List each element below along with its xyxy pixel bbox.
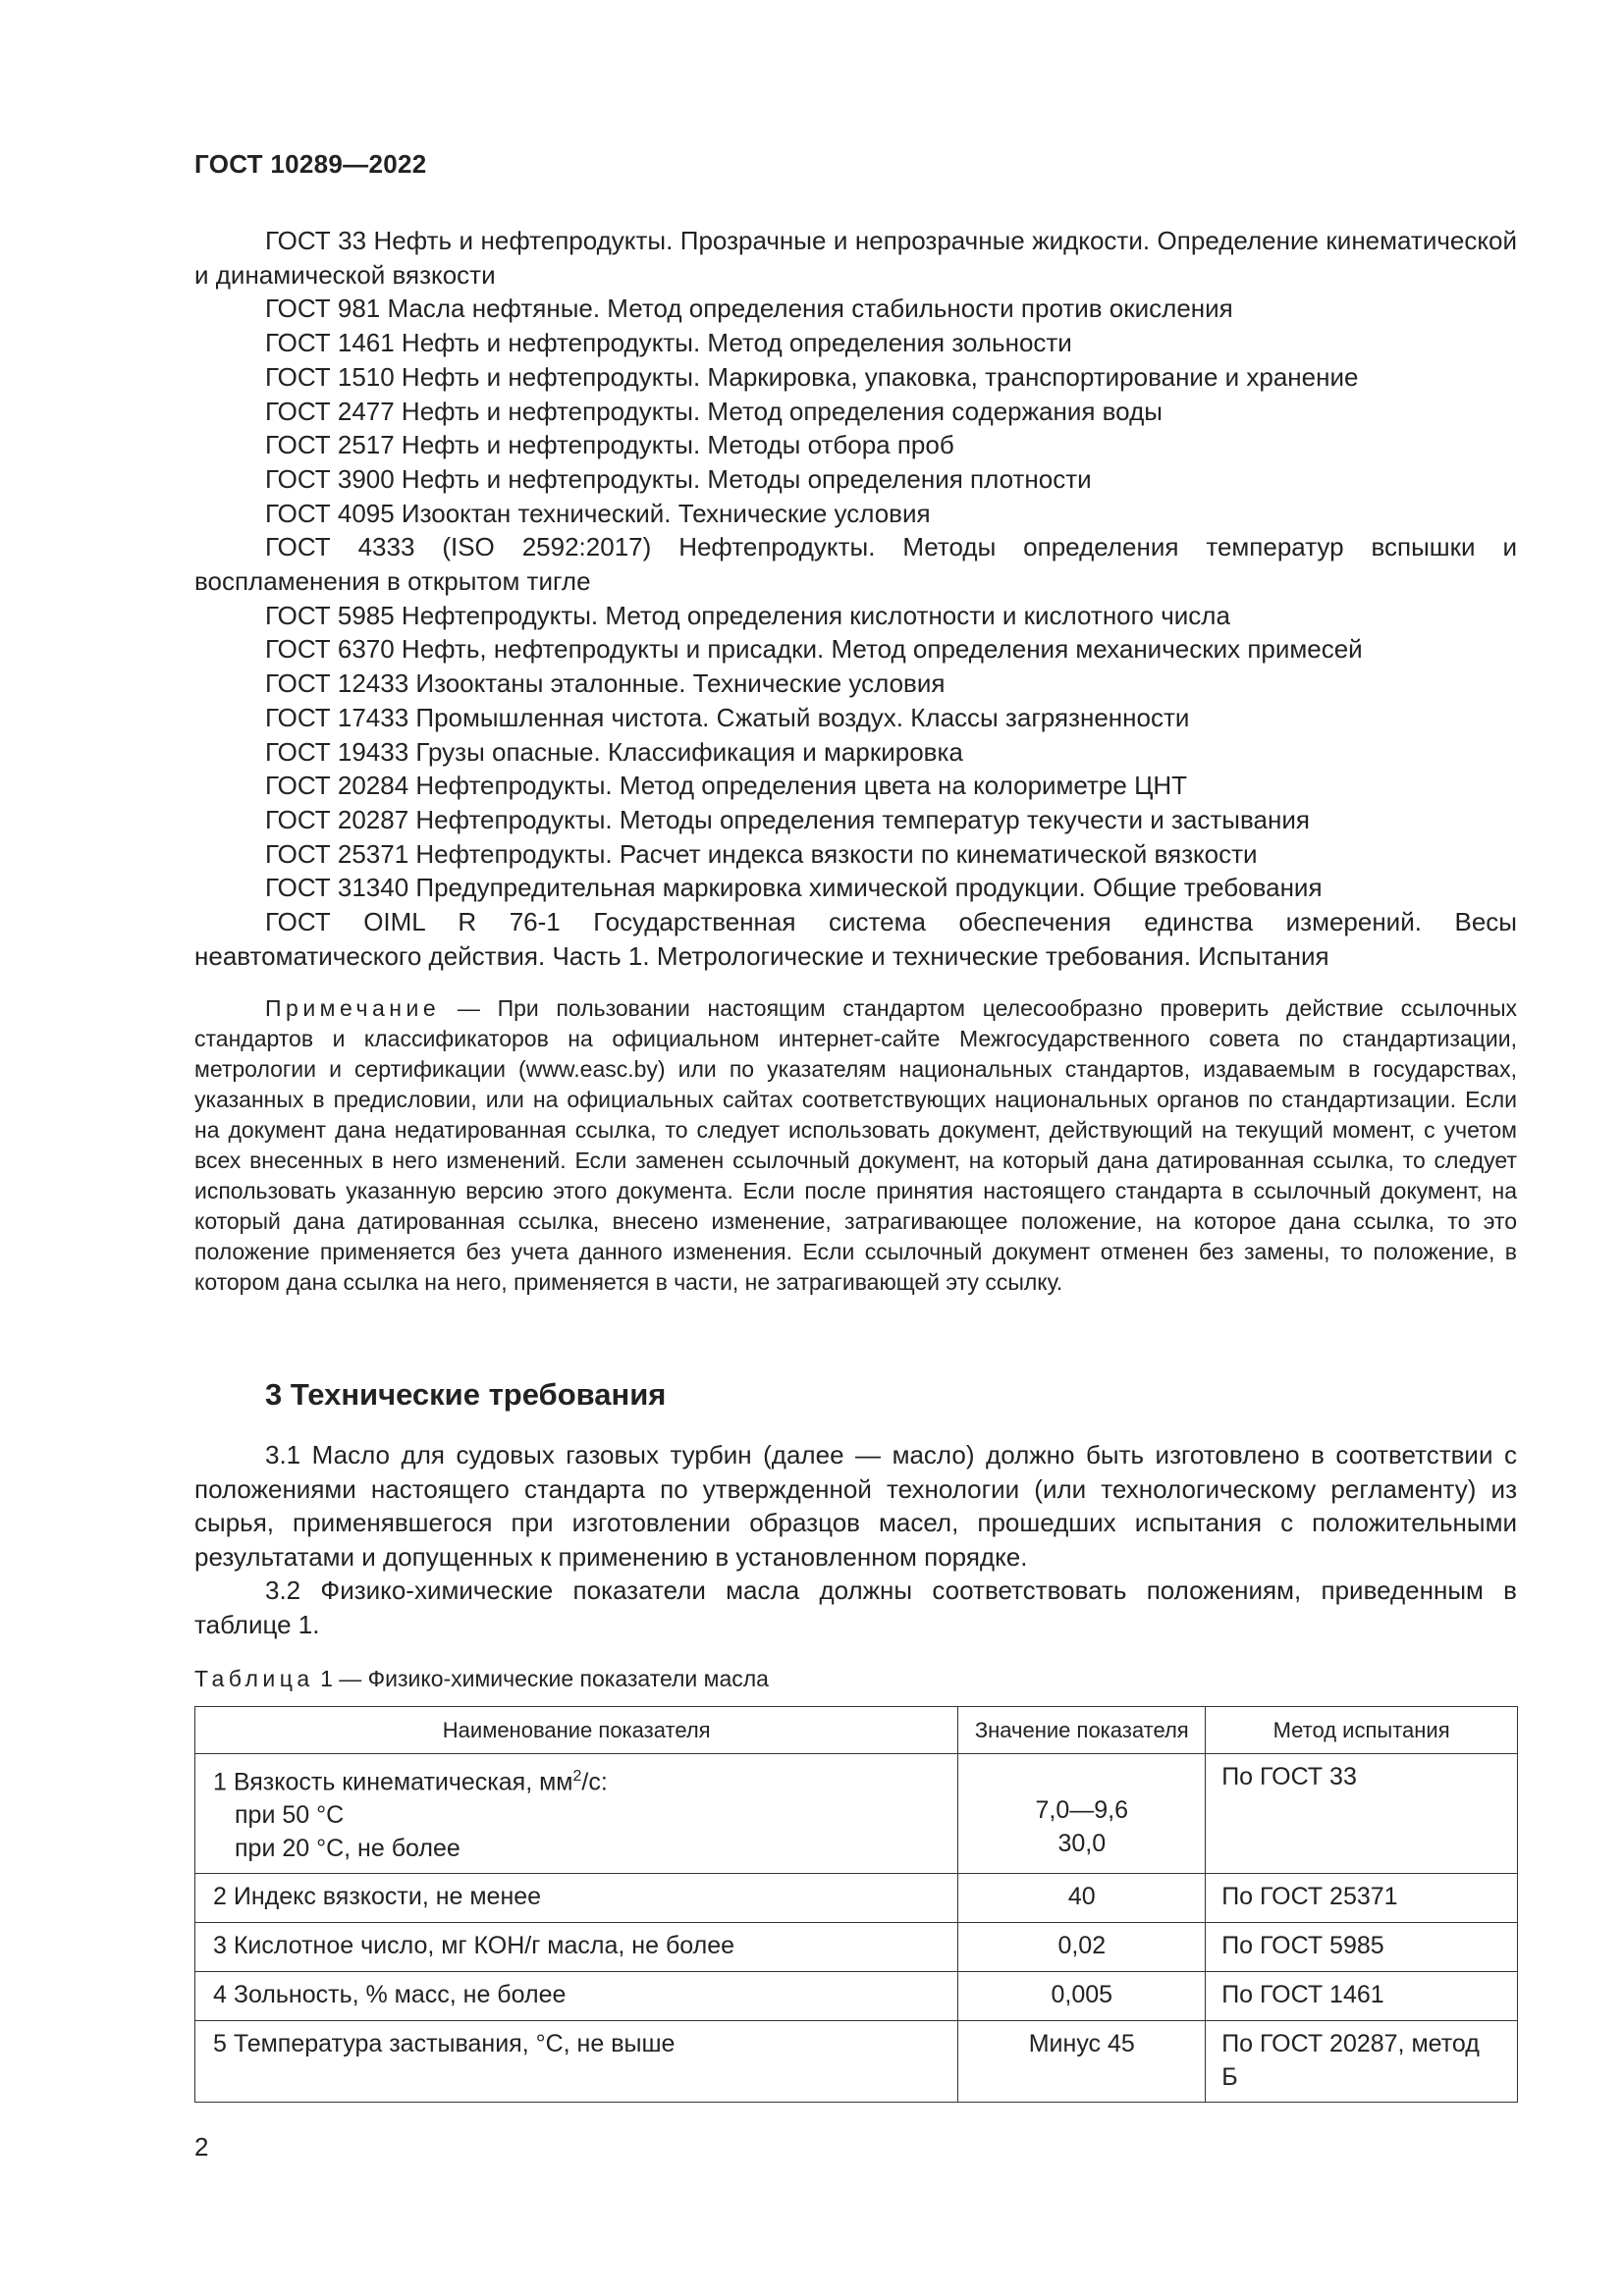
column-header-value: Значение показателя (958, 1707, 1206, 1754)
note-text: — При пользовании настоящим стандартом целесообразно проверить действие ссылочных стандартов и классификаторов на официальном интернет-сайте Межгосударственного совета по стандартизации, метрологии и сертификации (www.easc.by) или по указателям национальных стандартов, издаваемым в государствах, указанных в предисловии, или на официальных сайтах соответствующих национальных органов по стандартизации. Если на документ дана недатированная ссылка, то следует использовать документ, действующий на текущий момент, с учетом всех внесенных в него изменений. Если заменен ссылочный документ, на который дана датированная ссылка, то следует использовать указанную версию этого документа. Если после принятия настоящего стандарта в ссылочный документ, на который дана датированная ссылка, внесено изменение, затрагивающее положение, на которое дана ссылка, то это положение применяется без учета данного изменения. Если ссылочный документ отменен без замены, то положение, в котором дана ссылка на него, применяется в части, не затрагивающей эту ссылку. (194, 995, 1517, 1295)
properties-table (194, 1706, 1518, 2103)
reference-item: ГОСТ 981 Масла нефтяные. Метод определения стабильности против окисления (265, 294, 1233, 324)
cell-name: 2 Индекс вязкости, не менее (195, 1874, 958, 1923)
row-1-title-suffix: /с: (581, 1768, 608, 1796)
reference-item: ГОСТ 5985 Нефтепродукты. Метод определения кислотности и кислотного числа (265, 600, 1230, 630)
note-paragraph (194, 993, 1517, 1298)
reference-item: ГОСТ 2477 Нефть и нефтепродукты. Метод определения содержания воды (265, 396, 1163, 426)
section-title: 3 Технические требования (265, 1377, 667, 1412)
cell-name: 4 Зольность, % масс, не более (195, 1972, 958, 2021)
table-caption-label: Таблица (194, 1666, 314, 1691)
cell-value: 0,02 (958, 1923, 1206, 1972)
paragraph-3-1: 3.1 Масло для судовых газовых турбин (далее — масло) должно быть изготовлено в соответствии с положениями настоящего стандарта по утвержденной технологии (или технологическому регламенту) из сырья, применявшегося при изготовлении образцов масел, прошедших испытания с положительными результатами и допущенных к применению в установленном порядке. (194, 1440, 1517, 1572)
reference-item: ГОСТ 1510 Нефть и нефтепродукты. Маркировка, упаковка, транспортирование и хранение (265, 361, 1359, 392)
reference-item: ГОСТ 25371 Нефтепродукты. Расчет индекса вязкости по кинематической вязкости (265, 838, 1258, 869)
reference-item: ГОСТ 12433 Изооктаны эталонные. Технические условия (265, 668, 946, 699)
normative-references-list (194, 224, 1517, 973)
cell-value: 40 (958, 1874, 1206, 1923)
paragraph-3-2: 3.2 Физико-химические показатели масла должны соответствовать положениям, приведенным в таблице 1. (194, 1575, 1517, 1639)
reference-item: ГОСТ 31340 Предупредительная маркировка химической продукции. Общие требования (265, 873, 1323, 903)
spacer (964, 1760, 1199, 1793)
cell-method: По ГОСТ 25371 (1206, 1874, 1518, 1923)
cell-name: 3 Кислотное число, мг КОН/г масла, не более (195, 1923, 958, 1972)
reference-item: ГОСТ 1461 Нефть и нефтепродукты. Метод определения зольности (265, 328, 1072, 358)
note-label: Примечание (265, 995, 441, 1021)
reference-item: ГОСТ 4333 (ISO 2592:2017) Нефтепродукты. Методы определения температур вспышки и воспламенения в открытом тигле (194, 532, 1517, 597)
cell-name: 5 Температура застывания, °С, не выше (195, 2021, 958, 2103)
column-header-method: Метод испытания (1206, 1707, 1518, 1754)
row-1-value-20: 30,0 (1057, 1830, 1107, 1857)
table-caption (194, 1666, 769, 1692)
cell-value: Минус 45 (958, 2021, 1206, 2103)
table-row (195, 2021, 1518, 2103)
reference-item: ГОСТ 19433 Грузы опасные. Классификация и маркировка (265, 736, 963, 767)
row-1-unit-superscript: 2 (572, 1768, 582, 1785)
cell-method: По ГОСТ 20287, метод Б (1206, 2021, 1518, 2103)
cell-method: По ГОСТ 33 (1206, 1754, 1518, 1874)
row-1-sub-20: при 20 °С, не более (235, 1835, 460, 1863)
cell-method: По ГОСТ 1461 (1206, 1972, 1518, 2021)
reference-item: ГОСТ 4095 Изооктан технический. Технические условия (265, 498, 931, 528)
table-row (195, 1972, 1518, 2021)
reference-item: ГОСТ OIML R 76-1 Государственная система обеспечения единства измерений. Весы неавтоматического действия. Часть 1. Метрологические и технические требования. Испытания (194, 907, 1517, 971)
row-1-title (213, 1760, 942, 1798)
cell-name (195, 1754, 958, 1874)
row-1-sub-50: при 50 °С (235, 1801, 345, 1830)
table-row (195, 1874, 1518, 1923)
reference-item: ГОСТ 3900 Нефть и нефтепродукты. Методы определения плотности (265, 463, 1092, 494)
section-body (194, 1438, 1517, 1641)
document-id-header: ГОСТ 10289—2022 (194, 149, 427, 179)
cell-method: По ГОСТ 5985 (1206, 1923, 1518, 1972)
page-number: 2 (194, 2132, 209, 2162)
table-header-row (195, 1707, 1518, 1754)
row-1-title-text: 1 Вязкость кинематическая, мм (213, 1768, 573, 1796)
table-row (195, 1754, 1518, 1874)
reference-item: ГОСТ 33 Нефть и нефтепродукты. Прозрачные и непрозрачные жидкости. Определение кинематической и динамической вязкости (194, 226, 1517, 290)
cell-value: 0,005 (958, 1972, 1206, 2021)
reference-item: ГОСТ 17433 Промышленная чистота. Сжатый воздух. Классы загрязненности (265, 702, 1190, 732)
row-1-value-50: 7,0—9,6 (1035, 1796, 1129, 1824)
reference-item: ГОСТ 20284 Нефтепродукты. Метод определения цвета на колориметре ЦНТ (265, 771, 1187, 801)
table-caption-text: 1 — Физико-химические показатели масла (313, 1666, 769, 1691)
table-row (195, 1923, 1518, 1972)
reference-item: ГОСТ 2517 Нефть и нефтепродукты. Методы отбора проб (265, 430, 954, 460)
reference-item: ГОСТ 6370 Нефть, нефтепродукты и присадки. Метод определения механических примесей (265, 634, 1363, 665)
reference-item: ГОСТ 20287 Нефтепродукты. Методы определения температур текучести и застывания (265, 804, 1310, 834)
column-header-name: Наименование показателя (195, 1707, 958, 1754)
cell-value (958, 1754, 1206, 1874)
